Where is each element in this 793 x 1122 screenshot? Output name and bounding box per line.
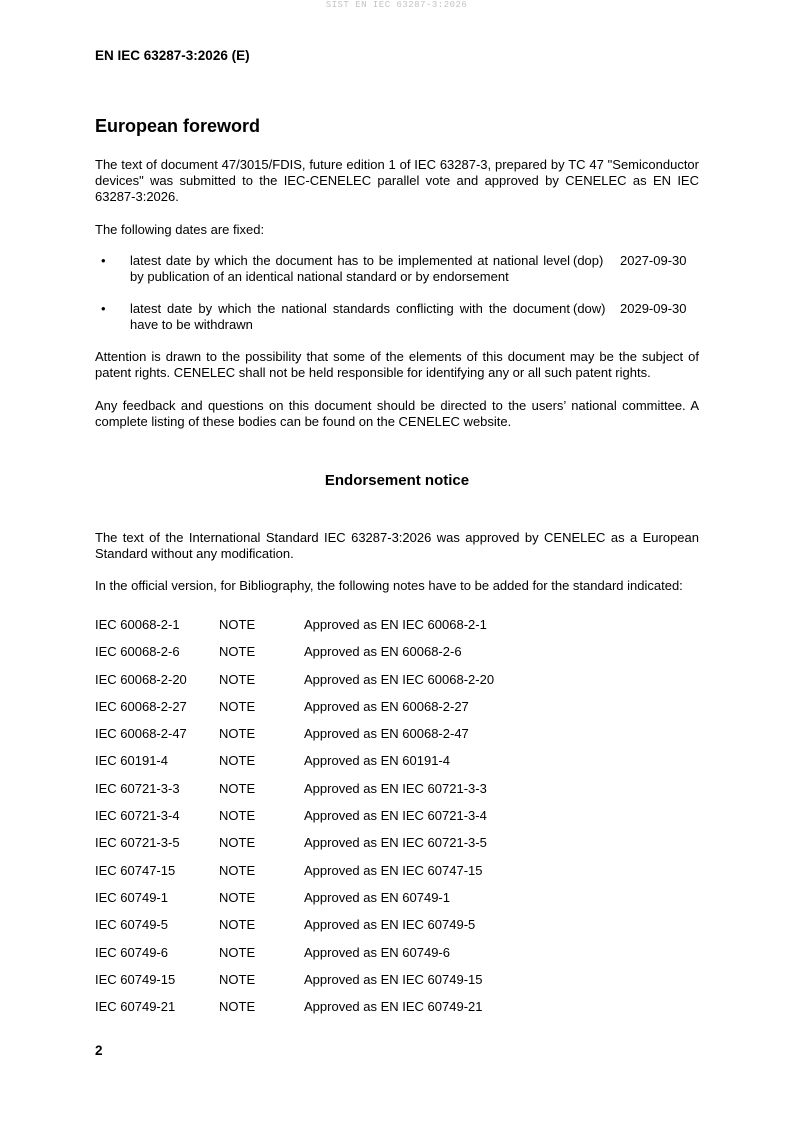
note-text: Approved as EN 60068-2-47	[304, 726, 469, 742]
note-row	[95, 644, 699, 671]
note-row	[95, 781, 699, 808]
note-label: NOTE	[219, 808, 256, 824]
dates-intro: The following dates are fixed:	[95, 222, 265, 237]
bullet-designation: (dow)	[573, 301, 606, 316]
note-reference: IEC 60749-6	[95, 944, 168, 960]
page-number: 2	[95, 1043, 103, 1058]
watermark: SIST EN IEC 63287-3:2026	[325, 0, 468, 10]
note-row	[95, 726, 699, 753]
note-reference: IEC 60747-15	[95, 862, 176, 878]
note-text: Approved as EN IEC 60068-2-1	[304, 617, 487, 632]
note-reference: IEC 60721-3-5	[95, 835, 180, 851]
note-reference: IEC 60749-5	[95, 917, 168, 933]
note-row	[95, 699, 699, 726]
note-label: NOTE	[219, 753, 256, 769]
bullet-date: 2029-09-30	[620, 301, 687, 316]
note-reference: IEC 60068-2-20	[95, 671, 187, 687]
note-text: Approved as EN 60068-2-27	[304, 698, 469, 714]
endorsement-text: The text of the International Standard IEC 63287-3:2026 was approved by CENELEC as a European Standard without any modification.	[95, 530, 699, 561]
note-label: NOTE	[219, 999, 256, 1015]
bullet-text: latest date by which the national standards conflicting with the document have to be withdrawn	[130, 301, 570, 332]
note-reference: IEC 60068-2-6	[95, 644, 180, 660]
note-label: NOTE	[219, 889, 256, 905]
note-row	[95, 917, 699, 944]
note-text: Approved as EN 60068-2-6	[304, 644, 462, 660]
note-label: NOTE	[219, 917, 256, 933]
notes-intro: In the official version, for Bibliography, the following notes have to be added for the standard indicated:	[95, 578, 683, 593]
bullet-designation: (dop)	[573, 253, 604, 268]
note-label: NOTE	[219, 944, 256, 960]
note-label: NOTE	[219, 835, 256, 851]
feedback-paragraph: Any feedback and questions on this document should be directed to the users’ national committee. A complete listing of these bodies can be found on the CENELEC website.	[95, 398, 699, 429]
note-label: NOTE	[219, 698, 256, 714]
document-id: EN IEC 63287-3:2026 (E)	[95, 48, 250, 63]
note-label: NOTE	[219, 617, 256, 632]
note-text: Approved as EN IEC 60749-15	[304, 971, 483, 987]
patent-paragraph: Attention is drawn to the possibility that some of the elements of this document may be the subject of patent rights. CENELEC shall not be held responsible for identifying any or all such patent rights.	[95, 349, 699, 380]
date-bullet-dow	[95, 301, 699, 335]
note-reference: IEC 60068-2-47	[95, 726, 187, 742]
note-text: Approved as EN IEC 60721-3-5	[304, 835, 487, 851]
note-row	[95, 999, 699, 1026]
note-label: NOTE	[219, 644, 256, 660]
note-text: Approved as EN IEC 60749-21	[304, 999, 483, 1015]
note-text: Approved as EN 60749-6	[304, 944, 450, 960]
note-label: NOTE	[219, 726, 256, 742]
bullet-date: 2027-09-30	[620, 253, 687, 268]
note-label: NOTE	[219, 780, 256, 796]
note-text: Approved as EN IEC 60749-5	[304, 917, 476, 933]
note-row	[95, 835, 699, 862]
note-reference: IEC 60721-3-4	[95, 808, 180, 824]
note-text: Approved as EN IEC 60721-3-4	[304, 808, 487, 824]
note-reference: IEC 60749-1	[95, 889, 168, 905]
note-text: Approved as EN IEC 60747-15	[304, 862, 483, 878]
note-reference: IEC 60068-2-27	[95, 698, 187, 714]
date-bullet-dop	[95, 253, 699, 287]
bullet-text: latest date by which the document has to be implemented at national level by publication of an identical national standard or by endorsement	[130, 253, 570, 284]
notes-list	[95, 617, 699, 1026]
bullet-marker: •	[101, 301, 106, 316]
note-row	[95, 863, 699, 890]
foreword-heading: European foreword	[95, 116, 261, 136]
bullet-marker: •	[101, 253, 106, 268]
note-reference: IEC 60068-2-1	[95, 617, 180, 632]
note-row	[95, 672, 699, 699]
note-row	[95, 617, 699, 644]
endorsement-heading: Endorsement notice	[324, 472, 470, 489]
note-row	[95, 808, 699, 835]
note-reference: IEC 60191-4	[95, 753, 168, 769]
note-label: NOTE	[219, 671, 256, 687]
note-row	[95, 945, 699, 972]
note-row	[95, 972, 699, 999]
note-row	[95, 753, 699, 780]
note-row	[95, 890, 699, 917]
note-label: NOTE	[219, 862, 256, 878]
note-text: Approved as EN 60191-4	[304, 753, 450, 769]
note-text: Approved as EN IEC 60721-3-3	[304, 780, 487, 796]
note-reference: IEC 60749-21	[95, 999, 176, 1015]
note-reference: IEC 60749-15	[95, 971, 176, 987]
note-text: Approved as EN IEC 60068-2-20	[304, 671, 495, 687]
note-reference: IEC 60721-3-3	[95, 780, 180, 796]
note-label: NOTE	[219, 971, 256, 987]
foreword-intro: The text of document 47/3015/FDIS, future edition 1 of IEC 63287-3, prepared by TC 47 "Semiconductor devices" was submitted to the IEC-CENELEC parallel vote and approved by CENELEC as EN IEC 63287-3:2026.	[95, 157, 699, 204]
note-text: Approved as EN 60749-1	[304, 889, 450, 905]
